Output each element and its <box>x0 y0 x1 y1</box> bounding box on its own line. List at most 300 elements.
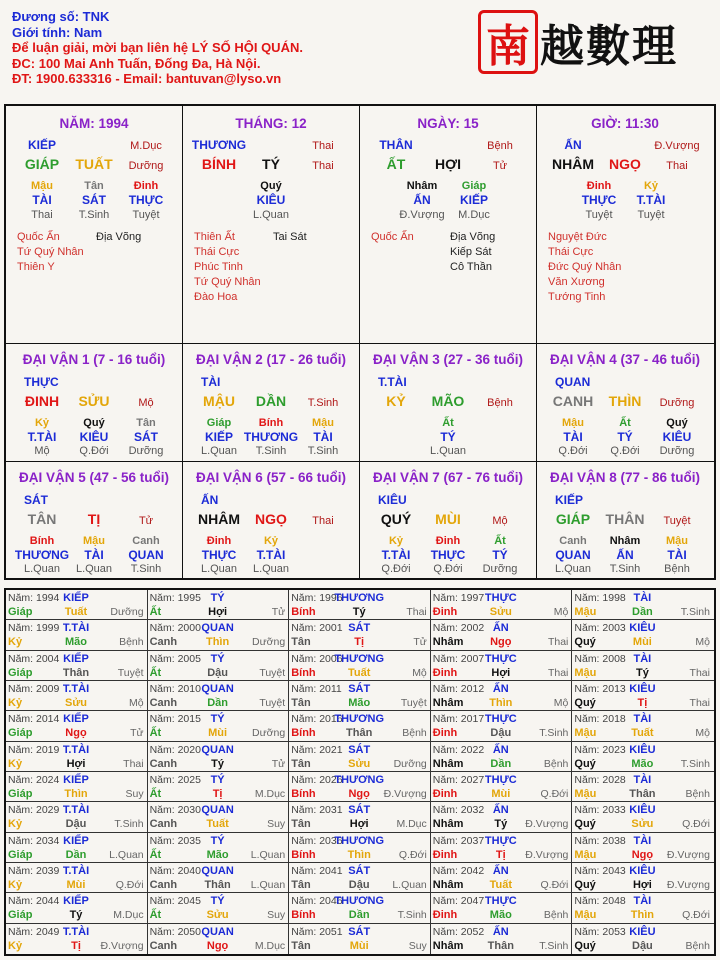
year-branch: Tý <box>352 606 366 618</box>
year-stem: Đinh <box>432 909 458 922</box>
year-star: SÁT <box>348 622 371 635</box>
year-cell <box>431 742 573 772</box>
hidden-status: Q.Đới <box>610 445 640 457</box>
year-cell <box>148 742 290 772</box>
year-branch: Sửu <box>348 757 371 770</box>
year-star: THƯƠNG <box>334 895 385 908</box>
pillar-cell <box>6 106 183 344</box>
year-star: T.TÀI <box>62 925 90 938</box>
hidden-status: Q.Đới <box>381 563 411 575</box>
year-status: M.Dục <box>254 939 286 952</box>
year-stem: Bính <box>291 666 316 679</box>
year-label: Năm: 2043 <box>574 865 626 877</box>
year-cell <box>6 833 148 863</box>
year-stem: Ất <box>149 606 162 618</box>
year-stem: Mậu <box>574 848 597 861</box>
year-status: Đ.Vượng <box>100 939 144 952</box>
year-status: Mộ <box>412 666 427 679</box>
year-branch: Sửu <box>64 697 88 709</box>
hidden-status: L.Quan <box>23 563 61 575</box>
pillar-title: THÁNG: 12 <box>235 116 307 131</box>
year-label: Năm: 2041 <box>291 865 343 877</box>
year-status: Bệnh <box>119 636 144 649</box>
hidden-status: Q.Đới <box>558 445 588 457</box>
year-star: SÁT <box>348 683 371 695</box>
hidden-status: L.Quan <box>252 563 290 575</box>
year-branch: Tý <box>494 818 508 831</box>
year-star: ẤN <box>492 925 509 938</box>
year-status: Đ.Vượng <box>525 818 569 831</box>
year-status: T.Sinh <box>680 606 710 618</box>
year-cell <box>431 893 573 923</box>
year-branch: Mùi <box>632 636 652 649</box>
year-status: Dưỡng <box>110 606 144 618</box>
dai-van-status: Tuyệt <box>663 515 691 527</box>
year-star: T.TÀI <box>62 683 90 695</box>
dai-van-stem: TÂN <box>27 511 57 527</box>
hidden-stem: Giáp <box>461 180 487 192</box>
year-stem: Ất <box>149 788 162 800</box>
year-cell <box>431 620 573 650</box>
year-cell <box>148 833 290 863</box>
year-stem: Kỷ <box>8 879 23 891</box>
hidden-status: L.Quan <box>252 209 290 221</box>
year-star: TÝ <box>210 834 225 847</box>
year-cell <box>572 651 714 681</box>
dai-van-star: KIẾP <box>555 493 584 507</box>
year-star: ẤN <box>492 804 509 817</box>
year-stem: Kỷ <box>8 939 23 952</box>
year-branch: Thân <box>62 666 90 679</box>
year-branch: Tuất <box>347 666 371 679</box>
year-branch: Mão <box>206 848 229 861</box>
hidden-star: THỰC <box>201 548 237 562</box>
year-cell <box>289 590 431 620</box>
year-stem: Canh <box>149 879 178 891</box>
spirit-star: Thái Cực <box>548 246 594 258</box>
year-status: M.Dục <box>396 818 427 831</box>
hidden-status: Q.Đới <box>433 563 463 575</box>
year-label: Năm: 2028 <box>574 774 626 786</box>
year-stem: Đinh <box>432 727 458 740</box>
spirit-star: Thiên Ất <box>194 231 235 243</box>
pillar-star-status: Đ.Vượng <box>654 140 700 152</box>
hidden-status: Đ.Vượng <box>399 209 445 221</box>
year-branch: Thìn <box>347 848 371 861</box>
year-star: TÀI <box>633 592 652 604</box>
hidden-star: T.TÀI <box>27 430 57 444</box>
year-branch: Dần <box>207 697 228 709</box>
year-status: Q.Đới <box>115 879 144 891</box>
hidden-stem: Mậu <box>666 535 688 547</box>
branch-status: Tử <box>492 160 508 172</box>
year-branch: Thân <box>487 939 514 952</box>
year-status: Thai <box>123 757 144 770</box>
year-branch: Tý <box>635 666 649 679</box>
hidden-status: Dưỡng <box>659 445 695 457</box>
pillar-cell <box>537 106 714 344</box>
heavenly-stem: ẤT <box>386 156 406 172</box>
year-star: QUAN <box>201 804 234 817</box>
year-branch: Mão <box>65 636 87 649</box>
year-cell <box>148 863 290 893</box>
year-cell <box>148 681 290 711</box>
year-label: Năm: 2051 <box>291 925 343 938</box>
year-status: Q.Đới <box>682 818 710 831</box>
spirit-star: Thái Cực <box>194 246 240 258</box>
year-status: Tử <box>413 636 427 649</box>
dai-van-title: ĐẠI VẬN 4 (37 - 46 tuổi) <box>549 352 701 367</box>
year-label: Năm: 2034 <box>8 834 60 847</box>
year-label: Năm: 2038 <box>574 834 626 847</box>
year-status: Đ.Vượng <box>525 848 569 861</box>
dai-van-branch: MÙI <box>435 511 461 527</box>
year-star: SÁT <box>348 865 371 877</box>
year-label: Năm: 2026 <box>291 774 343 786</box>
year-label: Năm: 1998 <box>574 592 626 604</box>
year-status: Suy <box>125 788 144 800</box>
year-branch: Ngọ <box>348 788 370 800</box>
hidden-status: Thai <box>31 209 53 221</box>
hidden-star: TÝ <box>617 430 633 444</box>
year-status: Thai <box>689 666 710 679</box>
year-star: TÝ <box>210 713 225 726</box>
dai-van-title: ĐẠI VẬN 1 (7 - 16 tuổi) <box>22 352 166 367</box>
year-star: KIẾP <box>63 834 89 847</box>
year-stem: Quý <box>574 636 596 649</box>
year-label: Năm: 2009 <box>8 683 60 695</box>
year-status: L.Quan <box>250 848 286 861</box>
year-cell <box>6 742 148 772</box>
year-status: Tuyệt <box>400 697 427 709</box>
year-branch: Hợi <box>632 879 652 891</box>
hidden-star: T.TÀI <box>636 193 666 207</box>
year-branch: Thân <box>629 788 656 800</box>
year-branch: Sửu <box>489 606 512 618</box>
hidden-status: T.Sinh <box>130 563 162 575</box>
year-cell <box>6 651 148 681</box>
year-status: Dưỡng <box>252 727 286 740</box>
spirit-star: Tai Sát <box>273 231 307 243</box>
hidden-star: ẤN <box>413 193 431 207</box>
dai-van-status: T.Sinh <box>307 397 339 409</box>
year-cell <box>431 833 573 863</box>
header-line-phone-email: ĐT: 1900.633316 - Email: bantuvan@lyso.vn <box>12 71 282 87</box>
year-label: Năm: 2018 <box>574 713 626 726</box>
dai-van-cell <box>537 462 714 580</box>
year-status: T.Sinh <box>539 939 569 952</box>
year-cell <box>431 924 573 954</box>
year-label: Năm: 2010 <box>149 683 201 695</box>
spirit-star: Kiếp Sát <box>450 246 492 258</box>
heavenly-stem: BÍNH <box>201 156 237 172</box>
hidden-stem: Mậu <box>83 535 105 547</box>
year-branch: Thân <box>204 879 231 891</box>
year-branch: Dậu <box>207 666 228 679</box>
year-branch: Dậu <box>348 879 370 891</box>
pillar-star: ẤN <box>564 138 582 152</box>
hidden-status: Dưỡng <box>482 563 518 575</box>
year-status: Thai <box>406 606 427 618</box>
year-branch: Thìn <box>489 697 513 709</box>
year-cell <box>148 893 290 923</box>
year-label: Năm: 2000 <box>149 622 201 635</box>
hidden-status: Mộ <box>34 445 50 457</box>
year-status: M.Dục <box>254 788 286 800</box>
header-line-contact: Để luận giải, mời bạn liên hệ LÝ SỐ HỘI QUÁN. <box>12 40 303 56</box>
year-stem: Tân <box>291 939 311 952</box>
dai-van-star: QUAN <box>555 375 591 389</box>
year-status: Q.Đới <box>398 848 427 861</box>
year-cell <box>289 711 431 741</box>
branch-status: Thai <box>666 160 688 172</box>
hidden-stem: Mậu <box>312 417 334 429</box>
dai-van-title: ĐẠI VẬN 7 (67 - 76 tuổi) <box>372 470 524 485</box>
year-status: M.Dục <box>113 909 144 922</box>
hidden-star: TÀI <box>313 430 333 444</box>
year-star: QUAN <box>201 622 234 635</box>
year-star: TÀI <box>633 713 652 726</box>
year-label: Năm: 2053 <box>574 925 626 938</box>
year-cell <box>148 590 290 620</box>
year-stem: Quý <box>574 879 596 891</box>
year-label: Năm: 2046 <box>291 895 343 908</box>
year-label: Năm: 2006 <box>291 652 343 665</box>
hidden-star: ẤN <box>616 548 634 562</box>
year-label: Năm: 1994 <box>8 592 60 604</box>
hidden-star: KIÊU <box>256 193 286 207</box>
hidden-status: Bệnh <box>664 563 690 575</box>
year-cell <box>289 833 431 863</box>
year-star: QUAN <box>201 683 234 695</box>
year-star: THƯƠNG <box>334 713 385 726</box>
hidden-star: THỰC <box>581 193 617 207</box>
year-cell <box>289 772 431 802</box>
year-branch: Ngọ <box>206 939 229 952</box>
year-cell <box>289 863 431 893</box>
year-stem: Đinh <box>432 666 458 679</box>
year-label: Năm: 2042 <box>432 865 485 877</box>
year-cell <box>289 651 431 681</box>
spirit-star: Nguyệt Đức <box>548 231 607 243</box>
year-cell <box>148 772 290 802</box>
year-status: Tuyệt <box>259 697 286 709</box>
year-status: Q.Đới <box>540 879 569 891</box>
year-stem: Nhâm <box>432 636 464 649</box>
year-star: SÁT <box>348 743 371 756</box>
dai-van-cell <box>360 344 537 462</box>
pillar-star-status: Thai <box>312 140 334 152</box>
year-status: Dưỡng <box>252 636 286 649</box>
year-star: THỰC <box>484 895 517 908</box>
earthly-branch: TÝ <box>262 156 280 172</box>
year-branch: Hợi <box>66 757 86 770</box>
logo-text: 越數理 <box>540 21 678 72</box>
year-branch: Tý <box>211 757 225 770</box>
year-status: L.Quan <box>250 879 286 891</box>
year-stem: Kỷ <box>8 697 23 709</box>
year-star: KIÊU <box>629 804 656 817</box>
hidden-stem: Ất <box>494 535 506 547</box>
year-stem: Tân <box>291 636 311 649</box>
year-label: Năm: 2019 <box>8 743 60 756</box>
year-status: Tử <box>271 606 286 618</box>
year-stem: Kỷ <box>8 757 23 770</box>
year-stem: Canh <box>149 636 178 649</box>
year-label: Năm: 2001 <box>291 622 343 635</box>
earthly-branch: NGỌ <box>609 156 641 172</box>
earthly-branch: HỢI <box>435 156 461 172</box>
hidden-star: SÁT <box>134 430 158 444</box>
hidden-star: THƯƠNG <box>14 548 70 562</box>
year-label: Năm: 2040 <box>149 865 201 877</box>
year-label: Năm: 2007 <box>432 652 485 665</box>
hidden-status: L.Quan <box>75 563 113 575</box>
year-status: Đ.Vượng <box>383 788 427 800</box>
year-cell <box>572 924 714 954</box>
pillar-star-status: Bệnh <box>487 140 513 152</box>
year-branch: Tị <box>212 788 223 800</box>
hidden-star: THỰC <box>430 548 466 562</box>
year-label: Năm: 2047 <box>432 895 485 908</box>
year-stem: Mậu <box>574 909 597 922</box>
year-branch: Mùi <box>349 939 369 952</box>
year-cell <box>6 620 148 650</box>
year-stem: Ất <box>149 909 162 922</box>
year-label: Năm: 2021 <box>291 743 343 756</box>
year-status: Bệnh <box>543 757 569 770</box>
year-status: Q.Đới <box>540 788 569 800</box>
year-label: Năm: 2015 <box>149 713 201 726</box>
header-info <box>12 9 303 87</box>
hidden-stem: Ất <box>619 417 631 429</box>
year-star: TÝ <box>210 592 225 604</box>
year-cell <box>572 833 714 863</box>
dai-van-stem: GIÁP <box>555 511 591 527</box>
year-star: TÝ <box>210 895 225 908</box>
hidden-status: Tuyệt <box>132 209 160 221</box>
spirit-star: Phúc Tinh <box>194 261 243 273</box>
year-star: QUAN <box>201 743 234 756</box>
pillar-star: THƯƠNG <box>191 138 247 152</box>
dai-van-branch: THÌN <box>608 393 642 409</box>
year-star: TÝ <box>210 652 225 665</box>
dai-van-status: Tử <box>138 515 154 527</box>
year-branch: Dậu <box>65 818 87 831</box>
hidden-stem: Canh <box>132 535 160 547</box>
year-status: Mộ <box>695 636 710 649</box>
hidden-status: T.Sinh <box>255 445 287 457</box>
year-stem: Canh <box>149 697 178 709</box>
year-stem: Đinh <box>432 788 458 800</box>
year-cell <box>572 711 714 741</box>
dai-van-stem: ĐINH <box>24 393 60 409</box>
hidden-star: KIẾP <box>459 193 489 207</box>
year-branch: Mão <box>489 909 512 922</box>
spirit-star: Tứ Quý Nhân <box>17 246 84 258</box>
year-star: THỰC <box>484 774 517 786</box>
branch-status: Dưỡng <box>128 160 164 172</box>
year-stem: Canh <box>149 818 178 831</box>
year-stem: Mậu <box>574 727 597 740</box>
hidden-star: T.TÀI <box>381 548 411 562</box>
pillar-title: GIỜ: 11:30 <box>591 116 659 131</box>
dai-van-star: THỰC <box>24 375 59 389</box>
hidden-status: Tuyệt <box>637 209 665 221</box>
year-star: KIẾP <box>63 713 89 726</box>
spirit-star: Cô Thần <box>450 261 492 273</box>
spirit-star: Quốc Ấn <box>17 231 60 243</box>
hidden-status: Dưỡng <box>128 445 164 457</box>
year-stem: Nhâm <box>432 757 464 770</box>
year-label: Năm: 2049 <box>8 925 60 938</box>
year-label: Năm: 2035 <box>149 834 201 847</box>
year-stem: Giáp <box>8 666 33 679</box>
dai-van-star: TÀI <box>201 375 221 389</box>
year-status: Tuyệt <box>117 666 144 679</box>
year-stem: Tân <box>291 818 311 831</box>
year-cell <box>431 863 573 893</box>
year-label: Năm: 2033 <box>574 804 626 817</box>
year-status: Suy <box>267 909 286 922</box>
year-branch: Dần <box>490 757 512 770</box>
year-label: Năm: 1999 <box>8 622 60 635</box>
hidden-stem: Quý <box>260 180 282 192</box>
spirit-star: Tướng Tinh <box>548 291 606 303</box>
year-label: Năm: 2003 <box>574 622 626 635</box>
year-stem: Nhâm <box>432 697 464 709</box>
year-cell <box>431 772 573 802</box>
dai-van-cell <box>183 344 360 462</box>
hidden-status: L.Quan <box>554 563 592 575</box>
year-label: Năm: 2036 <box>291 834 343 847</box>
dai-van-star: ẤN <box>201 493 219 507</box>
year-stem: Tân <box>291 757 311 770</box>
dai-van-branch: TỊ <box>87 511 101 527</box>
hidden-stem: Ất <box>442 417 454 429</box>
hidden-stem: Canh <box>559 535 587 547</box>
year-star: TÝ <box>210 774 225 786</box>
hidden-star: TÀI <box>667 548 687 562</box>
year-label: Năm: 2031 <box>291 804 343 817</box>
year-label: Năm: 2029 <box>8 804 60 817</box>
year-label: Năm: 2027 <box>432 774 485 786</box>
year-status: T.Sinh <box>680 757 710 770</box>
year-cell <box>572 863 714 893</box>
year-stem: Bính <box>291 848 316 861</box>
dai-van-stem: KỶ <box>386 393 406 409</box>
dai-van-branch: DẦN <box>255 393 287 409</box>
year-cell <box>148 651 290 681</box>
hidden-star: THỰC <box>128 193 164 207</box>
year-cell <box>6 802 148 832</box>
year-star: QUAN <box>201 865 234 877</box>
year-star: THỰC <box>484 592 517 604</box>
year-stem: Mậu <box>574 606 597 618</box>
year-cell <box>289 742 431 772</box>
hidden-stem: Kỷ <box>34 417 50 429</box>
year-cell <box>572 742 714 772</box>
year-status: Mộ <box>129 697 144 709</box>
year-branch: Tị <box>354 636 365 649</box>
year-stem: Kỷ <box>8 818 23 831</box>
year-status: Tuyệt <box>259 666 286 679</box>
dai-van-title: ĐẠI VẬN 5 (47 - 56 tuổi) <box>18 470 170 485</box>
year-stem: Mậu <box>574 666 597 679</box>
hidden-stem: Bính <box>29 535 55 547</box>
header-line-address: ĐC: 100 Mai Anh Tuấn, Đống Đa, Hà Nội. <box>12 55 261 71</box>
dai-van-stem: MẬU <box>203 393 235 409</box>
